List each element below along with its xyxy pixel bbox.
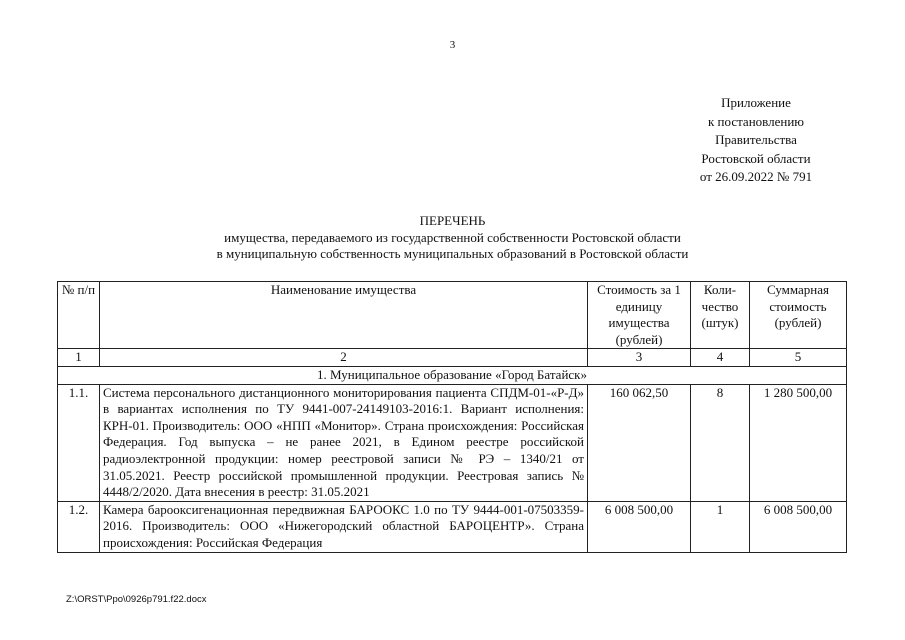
section-title: 1. Муниципальное образование «Город Батайск» [58,366,847,384]
column-index: 5 [750,349,847,367]
row-sum: 1 280 500,00 [750,384,847,501]
row-qty: 1 [691,501,750,552]
column-index-row [58,349,847,367]
appendix-block [656,94,856,187]
appendix-date: от 26.09.2022 № 791 [699,169,813,184]
title-heading: ПЕРЕЧЕНЬ [419,213,486,228]
row-num: 1.1. [58,384,100,501]
property-table [57,281,847,553]
row-cost: 160 062,50 [588,384,691,501]
page-number: 3 [449,39,456,51]
column-index: 2 [100,349,588,367]
header-qty: Коли-чество (штук) [691,282,750,349]
appendix-line: к постановлению [707,113,805,129]
row-name: Камера барооксигенационная передвижная БАРООКС 1.0 по ТУ 9444-001-07503359-2016. Производитель: ООО «Нижегородский областной БАРОЦЕНТР». Страна происхождения: Российская Федерация [100,501,588,552]
row-name: Система персонального дистанционного мониторирования пациента СПДМ-01-«Р-Д» в вариантах исполнения по ТУ 9441-007-24149103-2016:1. Вариант исполнения: КРН-01. Производитель: ООО «НПП «Монитор». Страна происхождения: Российская Федерация. Год выпуска – не ранее 2021, в Едином реестре российской радиоэлектронной продукции: номер реестровой записи № РЭ – 1340/21 от 31.05.2021. Реестр российской промышленной продукции. Реестровая запись № 4448/2/2020. Дата внесения в реестр: 31.05.2021 [100,384,588,501]
table-row [58,501,847,552]
header-cost: Стоимость за 1 единицу имущества (рублей) [588,282,691,349]
header-name: Наименование имущества [100,282,588,349]
table-header-row [58,282,847,349]
title-line: в муниципальную собственность муниципальных образований в Ростовской области [216,246,689,261]
column-index: 3 [588,349,691,367]
file-path-footer: Z:\ORST\Ppo\0926p791.f22.docx [66,594,207,605]
appendix-line: Приложение [721,95,791,110]
table-row [58,384,847,501]
row-num: 1.2. [58,501,100,552]
header-num: № п/п [58,282,100,349]
appendix-line: Правительства [715,132,797,147]
row-cost: 6 008 500,00 [588,501,691,552]
column-index: 1 [58,349,100,367]
section-row [58,366,847,384]
appendix-line: Ростовской области [701,150,811,166]
row-qty: 8 [691,384,750,501]
row-sum: 6 008 500,00 [750,501,847,552]
document-title [0,213,905,263]
title-line: имущества, передаваемого из государственной собственности Ростовской области [224,229,681,245]
header-sum: Суммарная стоимость (рублей) [750,282,847,349]
column-index: 4 [691,349,750,367]
